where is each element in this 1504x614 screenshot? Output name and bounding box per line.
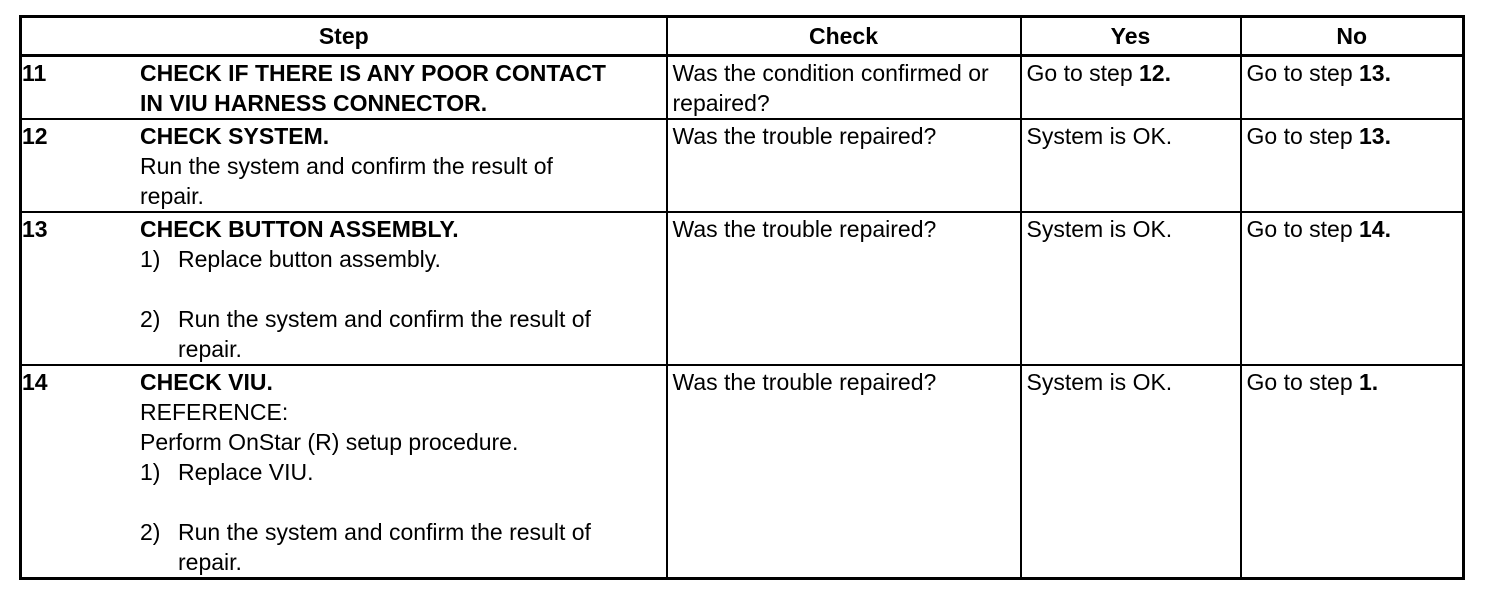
item-number: 2) [140,306,161,332]
yes-cell [1021,119,1241,212]
item-text: Replace VIU. [178,459,314,485]
no-cell [1241,212,1464,365]
step-title: CHECK BUTTON ASSEMBLY. [140,216,459,242]
item-number: 1) [140,246,161,272]
step-text: Run the system and confirm the result of [140,153,553,179]
step-title-cont: IN VIU HARNESS CONNECTOR. [140,90,488,116]
no-step-link[interactable]: 13. [1359,123,1391,149]
item-text-cont: repair. [178,549,242,575]
step-cell [21,56,667,120]
no-text: Go to step [1246,216,1360,242]
step-cell [21,212,667,365]
check-text-cont: repaired? [672,90,770,116]
step-text-cont: repair. [140,183,204,209]
item-text: Run the system and confirm the result of [178,519,591,545]
step-number: 14 [22,369,48,395]
check-text: Was the trouble repaired? [672,216,937,242]
yes-step-link[interactable]: 12. [1139,60,1171,86]
yes-cell [1021,56,1241,120]
list-item [140,244,661,274]
step-title: CHECK VIU. [140,369,273,395]
check-cell [667,56,1021,120]
no-cell [1241,119,1464,212]
header-yes: Yes [1021,17,1241,56]
yes-text: Go to step [1026,60,1140,86]
check-text: Was the trouble repaired? [672,369,937,395]
no-cell [1241,56,1464,120]
yes-text: System is OK. [1026,216,1173,242]
reference-text: Perform OnStar (R) setup procedure. [140,429,519,455]
table-row [21,56,1464,120]
list-item [140,304,661,364]
step-title: CHECK IF THERE IS ANY POOR CONTACT [140,60,606,86]
step-number: 11 [22,60,47,86]
check-text: Was the trouble repaired? [672,123,937,149]
table-row [21,365,1464,579]
header-row [21,17,1464,56]
check-cell [667,365,1021,579]
header-check: Check [667,17,1021,56]
no-step-link[interactable]: 14. [1359,216,1391,242]
no-step-link[interactable]: 1. [1359,369,1379,395]
check-text: Was the condition confirmed or [672,60,989,86]
step-cell [21,365,667,579]
no-step-link[interactable]: 13. [1359,60,1391,86]
header-step: Step [21,17,667,56]
item-number: 2) [140,519,161,545]
item-text: Run the system and confirm the result of [178,306,591,332]
no-cell [1241,365,1464,579]
yes-cell [1021,212,1241,365]
item-text-cont: repair. [178,336,242,362]
table-row [21,212,1464,365]
step-number: 12 [22,123,48,149]
yes-text: System is OK. [1026,123,1173,149]
list-item [140,457,661,487]
no-text: Go to step [1246,60,1360,86]
yes-text: System is OK. [1026,369,1173,395]
header-no: No [1241,17,1464,56]
reference-label: REFERENCE: [140,399,289,425]
check-cell [667,212,1021,365]
item-number: 1) [140,459,161,485]
table-row [21,119,1464,212]
step-cell [21,119,667,212]
no-text: Go to step [1246,369,1360,395]
no-text: Go to step [1246,123,1360,149]
yes-cell [1021,365,1241,579]
step-number: 13 [22,216,48,242]
check-cell [667,119,1021,212]
step-title: CHECK SYSTEM. [140,123,330,149]
item-text: Replace button assembly. [178,246,441,272]
diagnostic-table [19,15,1465,580]
list-item [140,517,661,577]
